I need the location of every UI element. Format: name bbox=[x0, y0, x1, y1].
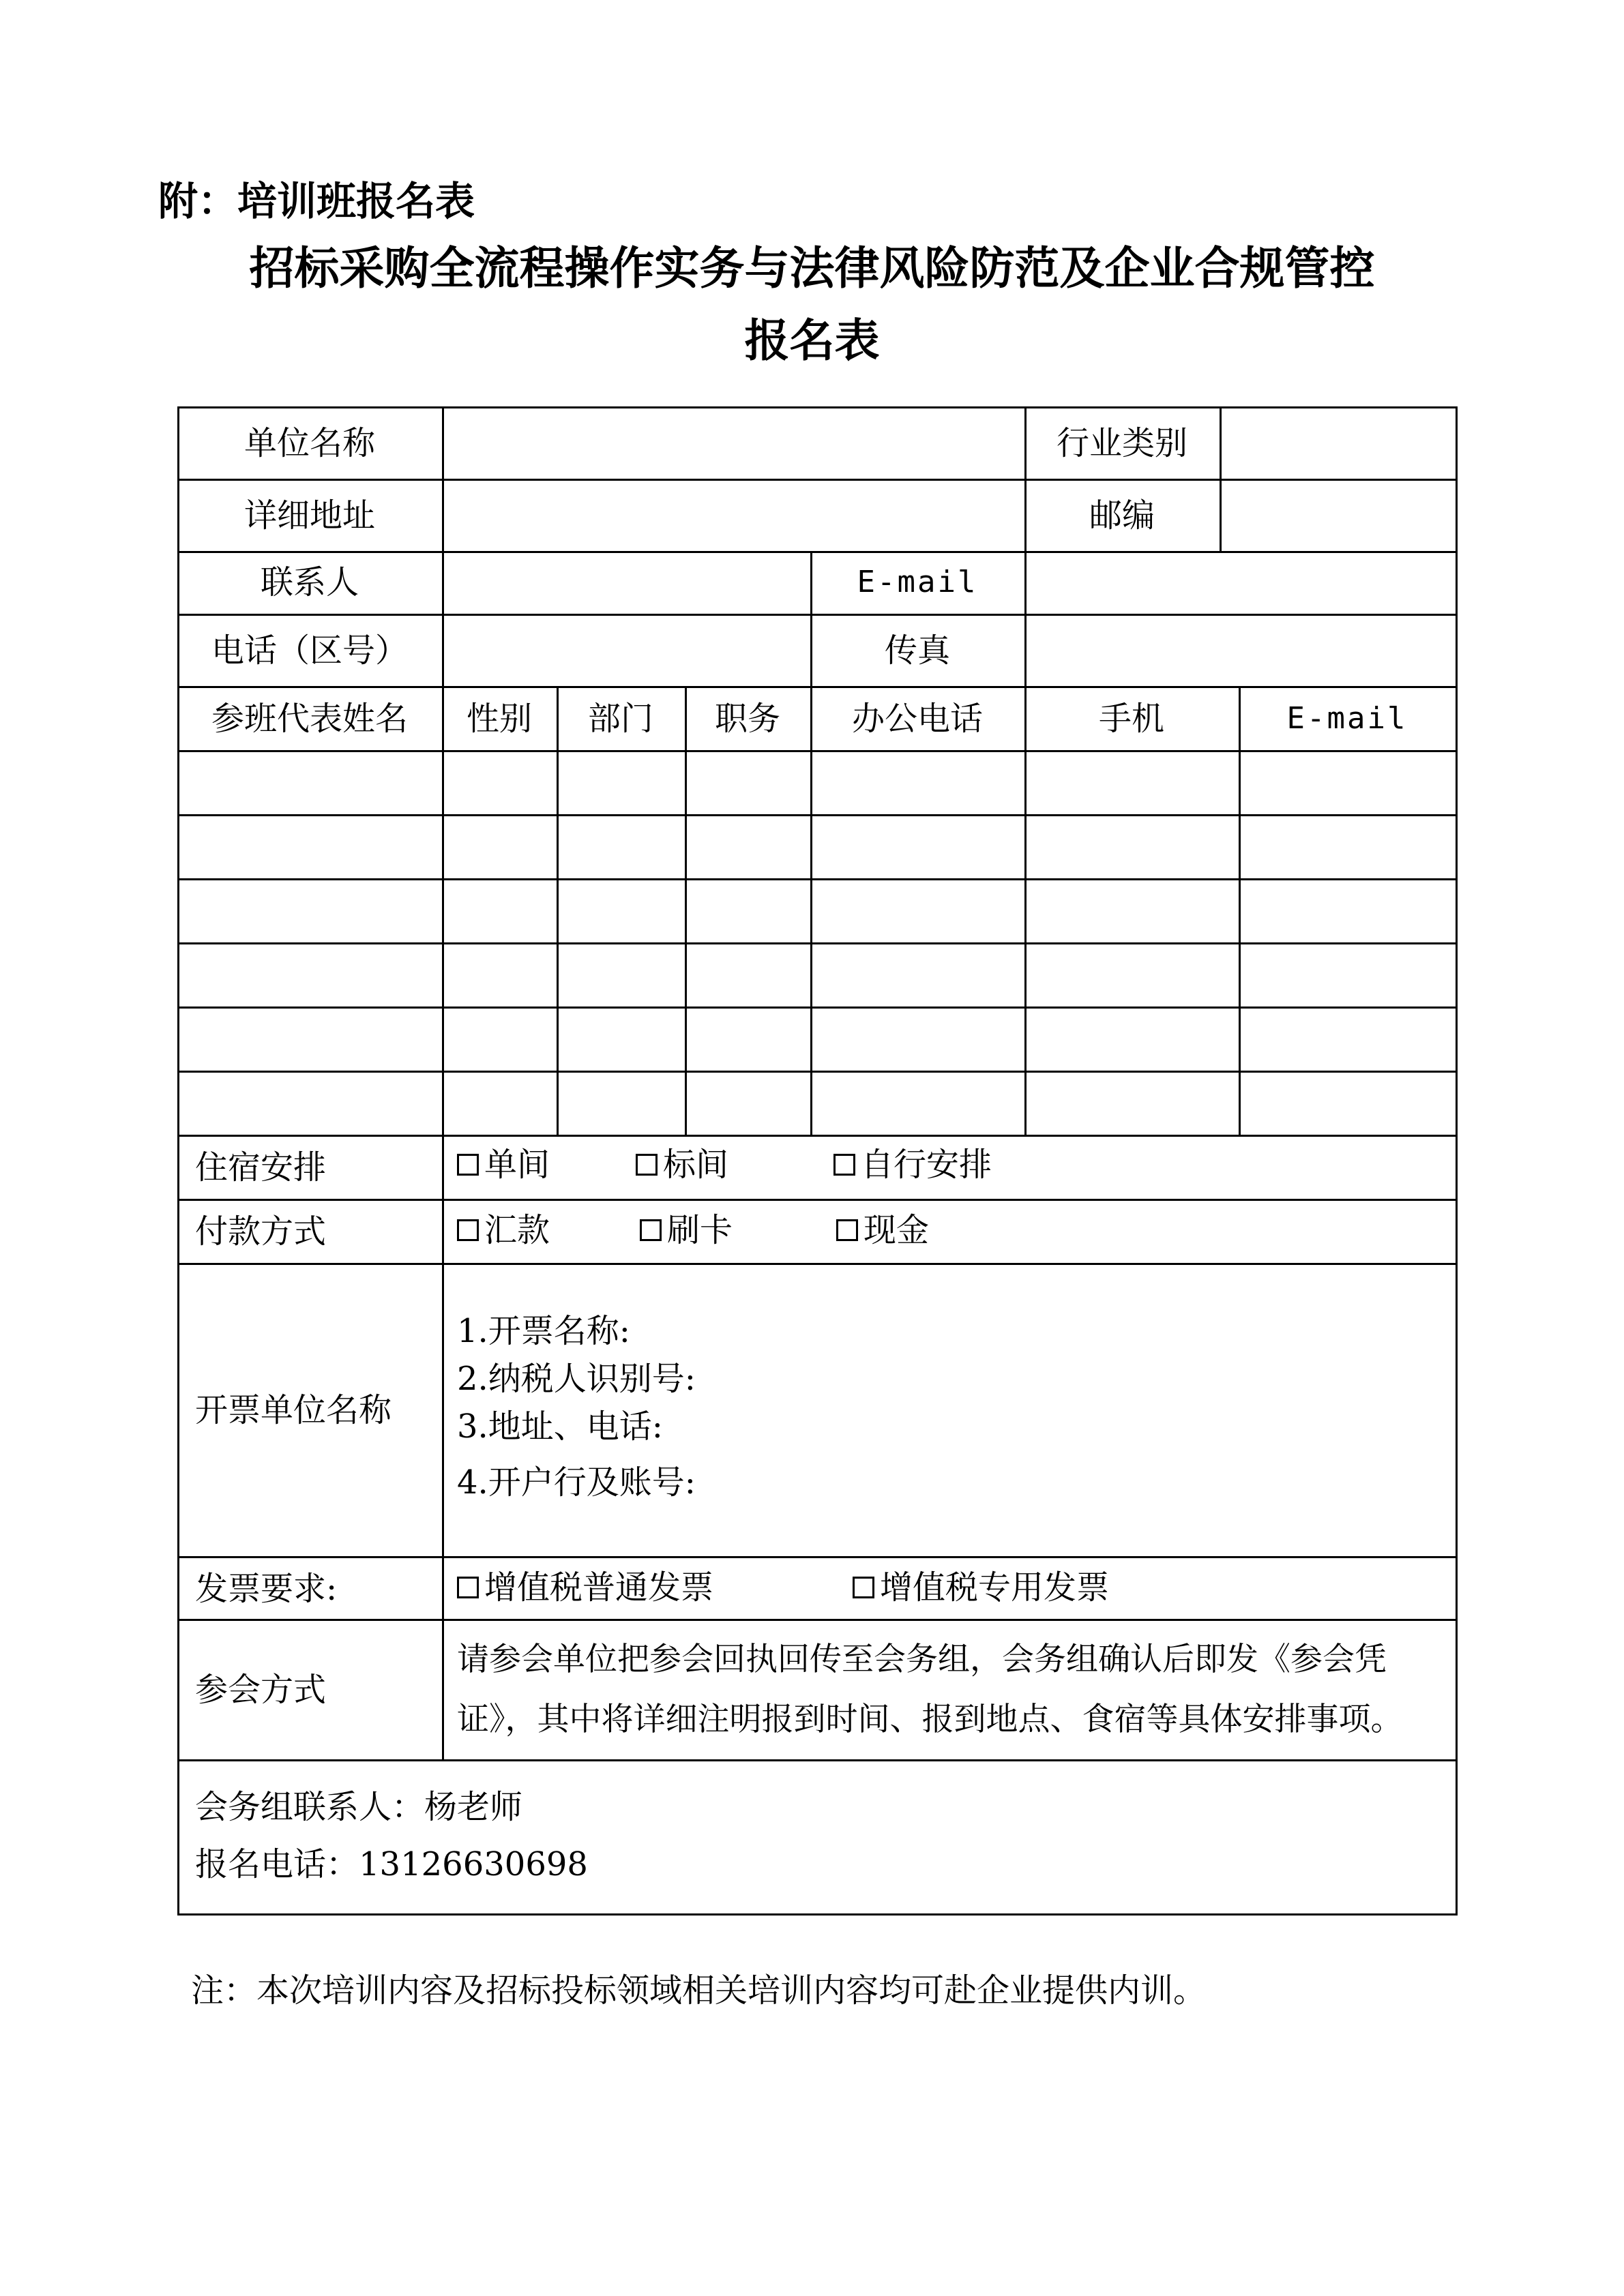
attendee-row-2[interactable] bbox=[179, 816, 1456, 878]
phone-label: 电话（区号） bbox=[211, 631, 408, 670]
fax-field[interactable] bbox=[1027, 616, 1456, 686]
lodging-option-twin[interactable]: 标间 bbox=[636, 1148, 728, 1181]
bank-account-line[interactable]: 4.开户行及账号: bbox=[457, 1463, 696, 1502]
checkbox-icon bbox=[457, 1577, 479, 1598]
checkbox-icon bbox=[836, 1219, 858, 1241]
attend-method-label: 参会方式 bbox=[195, 1671, 327, 1709]
signup-phone: 报名电话：13126630698 bbox=[195, 1845, 588, 1883]
organizer-contact: 会务组联系人：杨老师 bbox=[195, 1788, 523, 1826]
attendee-dept-header: 部门 bbox=[587, 700, 653, 738]
row-line bbox=[177, 1913, 1458, 1915]
attendee-gender-header: 性别 bbox=[466, 700, 532, 738]
lodging-option-single[interactable]: 单间 bbox=[457, 1148, 550, 1181]
attendee-row-1[interactable] bbox=[179, 752, 1456, 814]
phone-field[interactable] bbox=[444, 616, 810, 686]
row-line bbox=[177, 1135, 1458, 1137]
attendee-title-header: 职务 bbox=[714, 700, 780, 738]
email-label: E-mail bbox=[857, 565, 978, 599]
payment-option-transfer[interactable]: 汇款 bbox=[457, 1214, 550, 1247]
invoice-option-normal[interactable]: 增值税普通发票 bbox=[457, 1571, 713, 1604]
row-line bbox=[177, 1619, 1458, 1621]
appendix-heading: 附：培训班报名表 bbox=[158, 178, 475, 224]
taxpayer-id-line[interactable]: 2.纳税人识别号: bbox=[457, 1360, 696, 1398]
row-line bbox=[177, 1759, 1458, 1761]
checkbox-icon bbox=[640, 1219, 662, 1241]
attend-method-text-1: 请参会单位把参会回执回传至会务组，会务组确认后即发《参会凭 bbox=[457, 1641, 1387, 1678]
row-line bbox=[177, 1556, 1458, 1558]
row-line bbox=[177, 1199, 1458, 1201]
fax-label: 传真 bbox=[884, 631, 950, 670]
invoice-name-line[interactable]: 1.开票名称: bbox=[457, 1312, 630, 1350]
row-line bbox=[177, 686, 1458, 688]
invoice-option-special[interactable]: 增值税专用发票 bbox=[853, 1571, 1109, 1604]
industry-field[interactable] bbox=[1222, 408, 1456, 479]
attendee-row-4[interactable] bbox=[179, 944, 1456, 1007]
checkbox-icon bbox=[457, 1154, 479, 1176]
col-line bbox=[1456, 406, 1458, 1915]
payment-label: 付款方式 bbox=[195, 1212, 327, 1251]
postcode-field[interactable] bbox=[1222, 481, 1456, 551]
form-subtitle: 报名表 bbox=[744, 314, 880, 367]
registration-form bbox=[177, 406, 1458, 1915]
invoice-address-line[interactable]: 3.地址、电话: bbox=[457, 1407, 663, 1446]
attendee-mobile-header: 手机 bbox=[1098, 700, 1164, 738]
attendee-row-6[interactable] bbox=[179, 1073, 1456, 1135]
checkbox-icon bbox=[457, 1219, 479, 1241]
attendee-row-3[interactable] bbox=[179, 880, 1456, 942]
form-title: 招标采购全流程操作实务与法律风险防范及企业合规管控 bbox=[249, 242, 1375, 295]
checkbox-icon bbox=[853, 1577, 874, 1598]
email-field[interactable] bbox=[1027, 553, 1456, 614]
row-line bbox=[177, 1263, 1458, 1265]
invoice-req-label: 发票要求: bbox=[195, 1570, 338, 1608]
checkbox-icon bbox=[636, 1154, 658, 1176]
attendee-row-5[interactable] bbox=[179, 1009, 1456, 1071]
contact-label: 联系人 bbox=[260, 563, 359, 601]
address-label: 详细地址 bbox=[243, 496, 375, 535]
postcode-label: 邮编 bbox=[1089, 496, 1155, 535]
lodging-option-self[interactable]: 自行安排 bbox=[833, 1148, 992, 1181]
attendee-name-header: 参班代表姓名 bbox=[211, 700, 408, 738]
payment-option-cash[interactable]: 现金 bbox=[836, 1214, 929, 1247]
unit-name-label: 单位名称 bbox=[243, 424, 375, 462]
attendee-email-header: E-mail bbox=[1286, 701, 1408, 736]
lodging-label: 住宿安排 bbox=[195, 1148, 327, 1187]
col-line bbox=[177, 406, 179, 1915]
unit-name-field[interactable] bbox=[444, 408, 1024, 479]
attend-method-text-2: 证》，其中将详细注明报到时间、报到地点、食宿等具体安排事项。 bbox=[457, 1701, 1403, 1738]
invoice-unit-label: 开票单位名称 bbox=[195, 1391, 392, 1429]
payment-option-card[interactable]: 刷卡 bbox=[640, 1214, 733, 1247]
address-field[interactable] bbox=[444, 481, 1024, 551]
contact-field[interactable] bbox=[444, 553, 810, 614]
attendee-office-phone-header: 办公电话 bbox=[851, 700, 983, 738]
footer-note: 注：本次培训内容及招标投标领域相关培训内容均可赴企业提供内训。 bbox=[191, 1971, 1207, 2010]
checkbox-icon bbox=[833, 1154, 855, 1176]
industry-label: 行业类别 bbox=[1056, 424, 1187, 462]
